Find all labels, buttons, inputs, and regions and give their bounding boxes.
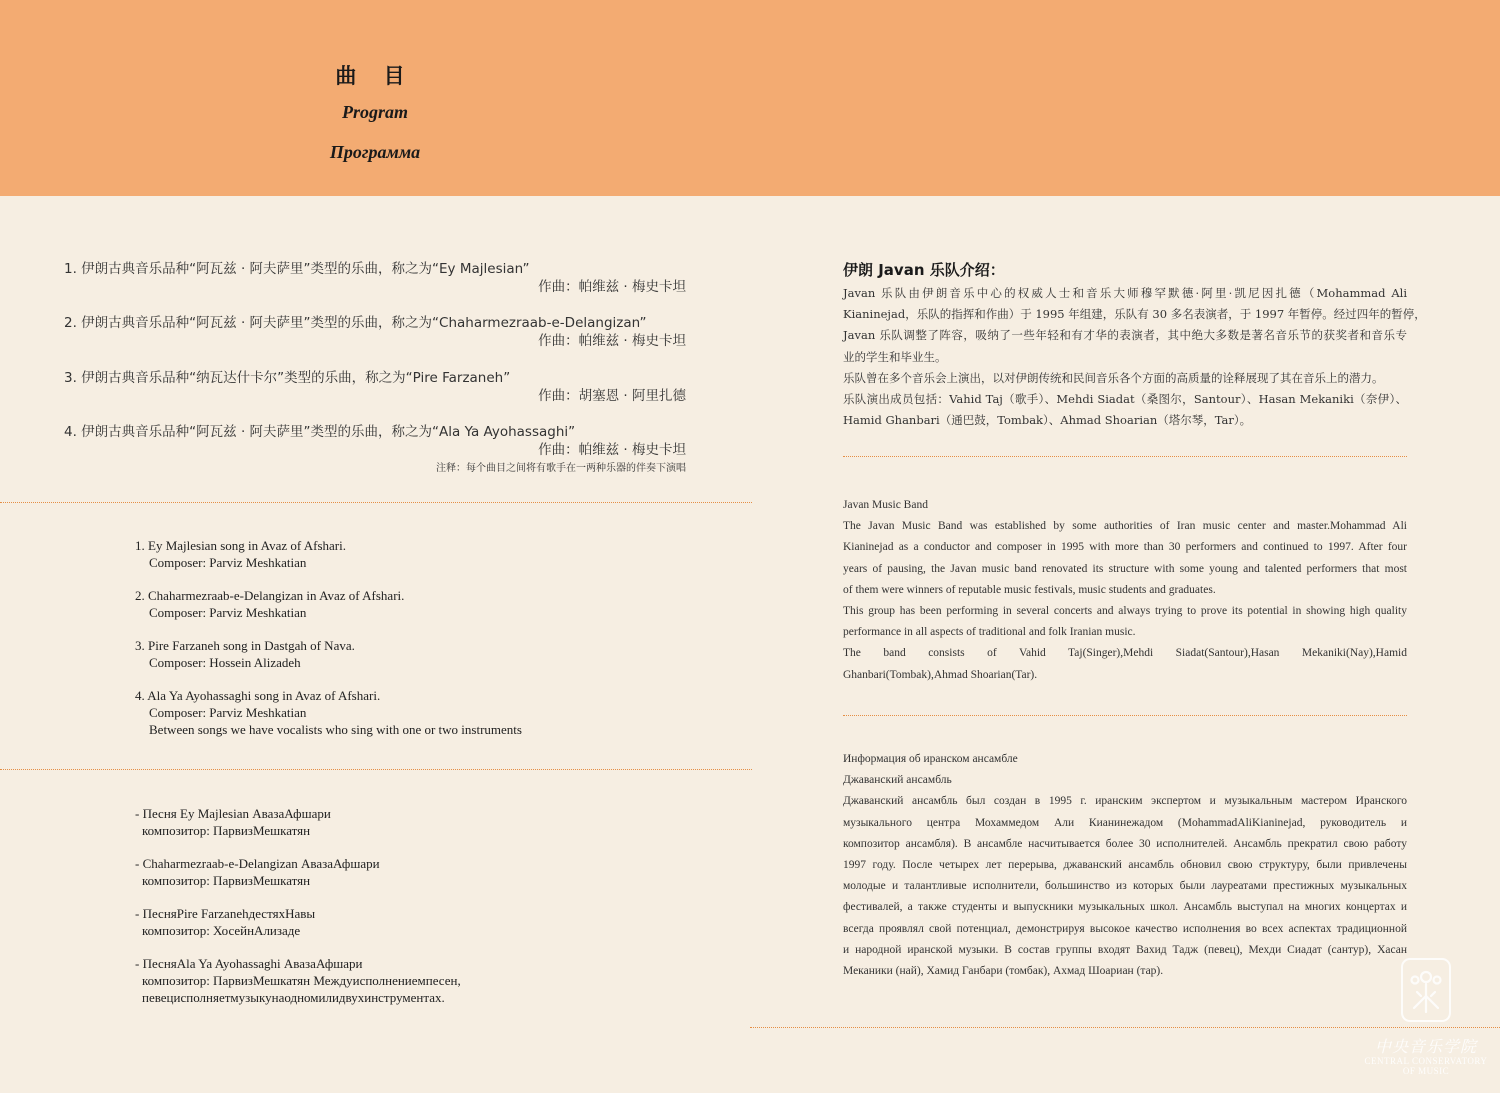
program-zh-composer: 作曲：帕维兹 · 梅史卡坦 (538, 333, 686, 349)
program-en-composer: Composer: Parviz Meshkatian (149, 705, 307, 720)
band-zh-text (843, 283, 1426, 431)
logo-name-en (1356, 1056, 1496, 1076)
divider (843, 456, 1407, 457)
divider (750, 1027, 1500, 1028)
program-en-title: 3. Pire Farzaneh song in Dastgah of Nava. (135, 638, 355, 653)
program-zh-item (64, 260, 686, 296)
band-ru-line: музыкального центра Мохаммедом Али Кианинежадом (MohammadAliKianinejad, руководитель и (843, 816, 1407, 829)
band-en-heading: Javan Music Band (843, 499, 928, 511)
band-ru-line: Меканики (най), Хамид Ганбари (томбак), Ахмад Шоариан (тар). (843, 965, 1164, 978)
divider (843, 715, 1407, 716)
program-zh-title: 3. 伊朗古典音乐品种“纳瓦达什卡尔”类型的乐曲，称之为“Pire Farzaneh” (64, 370, 511, 386)
program-en-title: 1. Ey Majlesian song in Avaz of Afshari. (135, 538, 346, 553)
program-ru-composer: композитор: ХосейнАлизаде (142, 923, 301, 938)
band-ru-subheading: Джаванский ансамбль (843, 774, 952, 787)
program-zh-title: 1. 伊朗古典音乐品种“阿瓦兹 · 阿夫萨里”类型的乐曲，称之为“Ey Majlesian” (64, 261, 530, 277)
program-zh-title: 2. 伊朗古典音乐品种“阿瓦兹 · 阿夫萨里”类型的乐曲，称之为“Chaharmezraab-e-Delangizan” (64, 315, 647, 331)
band-ru-line: 1997 году. После четырех лет перерыва, джаванский ансамбль обновил свою структуру, были привлечены (843, 859, 1407, 872)
program-zh-composer: 作曲：胡塞恩 · 阿里扎德 (538, 388, 686, 404)
program-en-item (135, 587, 404, 621)
program-zh-title: 4. 伊朗古典音乐品种“阿瓦兹 · 阿夫萨里”类型的乐曲，称之为“Ala Ya Ayohassaghi” (64, 424, 576, 440)
band-ru-line: молодые и талантливые исполнители, большинство из которых были лауреатами престижных музыкальных (843, 880, 1407, 893)
band-ru-line: и народной иранской музыки. В состав группы входят Вахид Тадж (певец), Мехди Сиадат (сантур), Хасан (843, 943, 1407, 956)
divider (0, 769, 752, 770)
program-en-composer: Composer: Parviz Meshkatian (149, 605, 307, 620)
band-zh-line: Javan 乐队调整了阵容，吸纳了一些年轻和有才华的表演者，其中绝大多数是著名音乐节的获奖者和音乐专 (843, 328, 1407, 343)
program-en-composer: Composer: Parviz Meshkatian (149, 555, 307, 570)
band-en-line: of them were winners of reputable music festivals, music students and graduates. (843, 583, 1216, 596)
program-zh-item (64, 369, 686, 405)
program-zh-composer: 作曲：帕维兹 · 梅史卡坦 (538, 279, 686, 295)
program-ru-item (135, 905, 315, 939)
program-zh-composer: 作曲：帕维兹 · 梅史卡坦 (538, 442, 686, 458)
logo-name-en-line: CENTRAL CONSERVATORY (1364, 1056, 1488, 1066)
program-zh-item (64, 423, 686, 459)
band-zh-line: Hamid Ghanbari（通巴鼓，Tombak）、Ahmad Shoarian（塔尔琴，Tar）。 (843, 413, 1252, 428)
band-en-line: Kianinejad as a conductor and composer in 1995 with more than 30 performers and continued to 1997. After four (843, 541, 1407, 554)
program-ru-item (135, 805, 331, 839)
program-en-item (135, 687, 522, 738)
band-zh-heading: 伊朗 Javan 乐队介绍： (843, 261, 1005, 279)
band-zh-line: Javan 乐队由伊朗音乐中心的权威人士和音乐大师穆罕默德·阿里·凯尼因扎德（Mohammad Ali (843, 286, 1407, 300)
band-en-line: performance in all aspects of traditional and folk Iranian music. (843, 626, 1136, 639)
logo-name-zh: 中央音乐学院 (1374, 1037, 1477, 1056)
conservatory-logo-icon (1401, 958, 1451, 1022)
page-title-en: Program (341, 102, 408, 122)
band-ru-line: всегда проявлял свой потенциал, демонстрируя высокое качество исполнения во всех аспектах традиционной (843, 922, 1407, 935)
logo-name-en-line: OF MUSIC (1402, 1066, 1450, 1076)
program-ru-composer: композитор: ПарвизМешкатян (142, 873, 311, 888)
program-en-item (135, 537, 346, 571)
band-en-line: The Javan Music Band was established by some authorities of Iran music center and master.Mohammad Ali (843, 520, 1407, 533)
page-title-ru: Программа (329, 142, 421, 162)
band-en-line: Ghanbari(Tombak),Ahmad Shoarian(Tar). (843, 668, 1038, 681)
program-ru-composer: композитор: ПарвизМешкатян (142, 823, 311, 838)
band-zh-line: 业的学生和毕业生。 (843, 349, 947, 364)
program-en-item (135, 637, 355, 671)
band-ru-heading: Информация об иранском ансамбле (843, 753, 1018, 765)
program-zh-note: 注释：每个曲目之间将有歌手在一两种乐器的伴奏下演唱 (436, 463, 686, 474)
program-ru-item (135, 955, 461, 1006)
band-en-text (843, 495, 1407, 686)
band-ru-line: композитор ансамбля). В ансамбле насчитывается более 30 исполнителей. Ансамбль прекратил свою работу (843, 837, 1407, 850)
band-en-line: This group has been performing in several concerts and always trying to prove its potential in showing high quality (843, 605, 1407, 618)
program-ru-item (135, 855, 380, 889)
program-en-title: 2. Chaharmezraab-e-Delangizan in Avaz of Afshari. (135, 588, 405, 603)
divider (0, 502, 752, 503)
program-ru-composer: композитор: ПарвизМешкатян Междуисполнениемпесен, (142, 973, 461, 988)
header-band (0, 0, 1500, 196)
program-ru-title: - Песня Ey Majlesian АвазаАфшари (135, 806, 331, 821)
band-en-line: The band consists of Vahid Taj(Singer),Mehdi Siadat(Santour),Hasan Mekaniki(Nay),Hamid (843, 647, 1407, 660)
band-ru-line: Джаванский ансамбль был создан в 1995 г. иранским экспертом и музыкальным мастером Иранского (843, 795, 1407, 808)
program-en-title: 4. Ala Ya Ayohassaghi song in Avaz of Afshari. (135, 688, 381, 703)
band-en-line: years of pausing, the Javan music band renovated its structure with some young and talented performers that most (843, 562, 1407, 575)
header-scalloped-edge (0, 190, 1500, 200)
program-en-note: Between songs we have vocalists who sing with one or two instruments (149, 722, 522, 737)
band-ru-text (843, 749, 1407, 982)
page-title-zh: 曲 目 (335, 64, 415, 88)
band-zh-line: Kianinejad，乐队的指挥和作曲）于 1995 年组建，乐队有 30 多名表演者，于 1997 年暂停。经过四年的暂停， (843, 307, 1426, 322)
band-zh-line: 乐队演出成员包括：Vahid Taj（歌手）、Mehdi Siadat（桑图尔，Santour）、Hasan Mekaniki（奈伊）、 (843, 392, 1407, 407)
program-en-composer: Composer: Hossein Alizadeh (149, 655, 301, 670)
band-ru-line: фестивалей, а также студенты и выпускники музыкальных школ. Ансамбль выступал на многих концертах и (843, 901, 1407, 914)
program-ru-title: - ПесняAla Ya Ayohassaghi АвазаАфшари (135, 956, 363, 971)
program-ru-title: - Chaharmezraab-e-Delangizan АвазаАфшари (135, 856, 380, 871)
band-zh-line: 乐队曾在多个音乐会上演出，以对伊朗传统和民间音乐各个方面的高质量的诠释展现了其在音乐上的潜力。 (843, 370, 1384, 385)
program-ru-note: певецисполняетмузыкунаодномилидвухинструментах. (142, 990, 445, 1005)
program-zh-item (64, 314, 686, 350)
program-ru-title: - ПесняPire FarzanehдестяхНавы (135, 906, 316, 921)
